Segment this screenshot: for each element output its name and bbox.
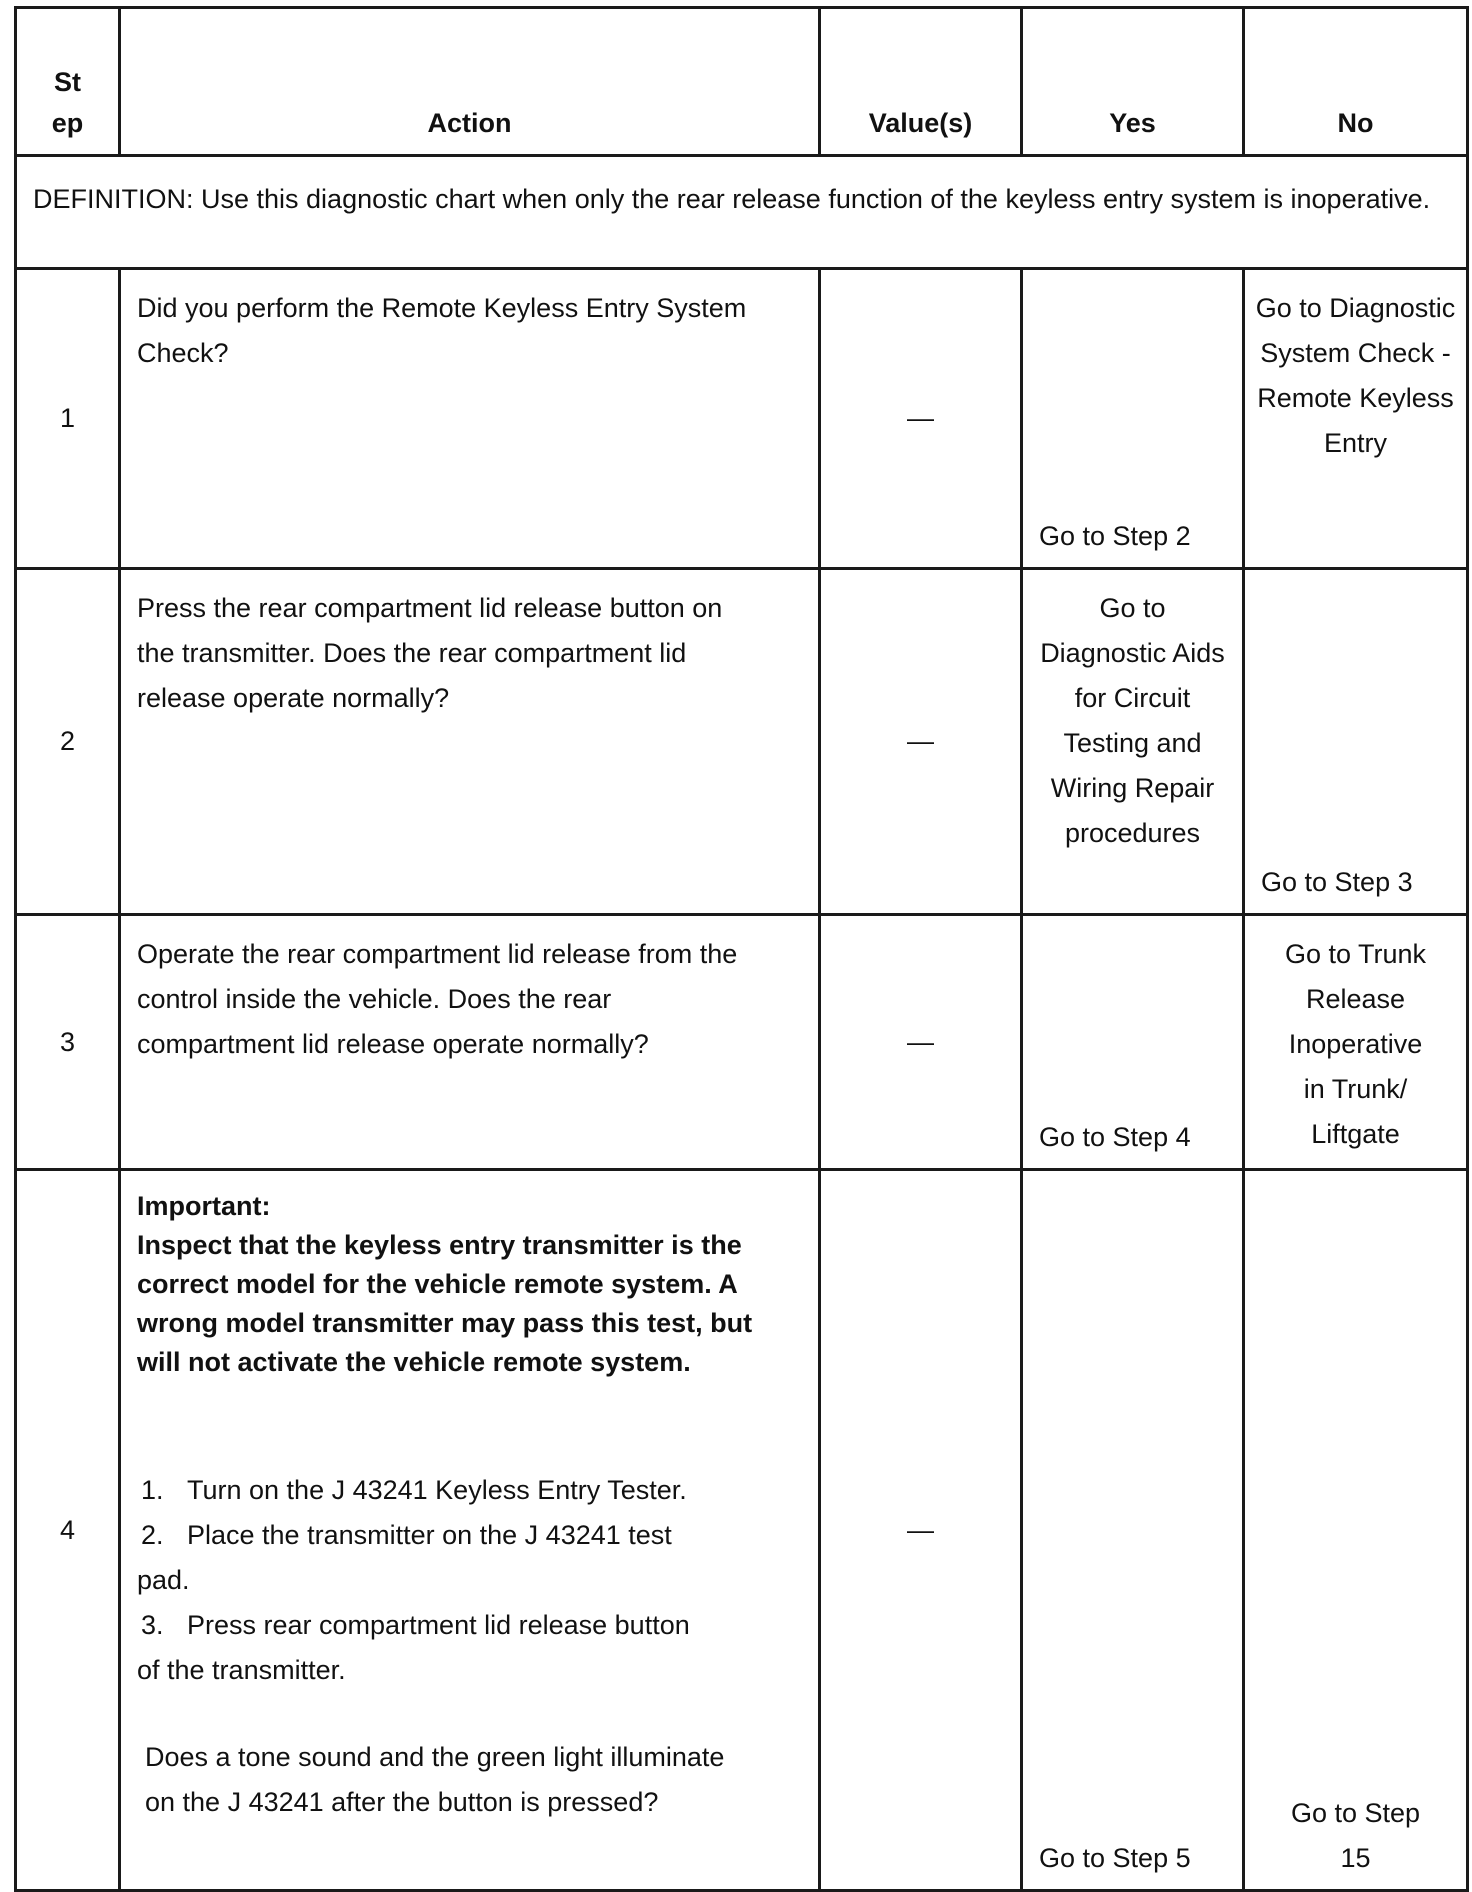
step-number: 1	[16, 269, 120, 569]
definition-text: DEFINITION: Use this diagnostic chart when only the rear release function of the keyless entry system is inoperative.	[16, 156, 1468, 269]
list-item: 3. Press rear compartment lid release button of the transmitter.	[137, 1610, 690, 1685]
yes-link[interactable]: Go to Diagnostic Aids for Circuit Testing and Wiring Repair procedures	[1040, 593, 1225, 848]
value-cell: —	[820, 1170, 1022, 1891]
no-cell	[1244, 1170, 1468, 1891]
yes-link[interactable]: Go to Step 5	[1039, 1843, 1191, 1873]
yes-cell	[1022, 1170, 1244, 1891]
yes-header: Yes	[1022, 8, 1244, 156]
table-row	[16, 1170, 1468, 1891]
value-cell: —	[820, 569, 1022, 915]
important-label: Important:	[137, 1191, 271, 1221]
important-note: Inspect that the keyless entry transmitter is the correct model for the vehicle remote system. A wrong model transmitter may pass this test, but will not activate the vehicle remote system.	[137, 1230, 753, 1377]
value-cell: —	[820, 269, 1022, 569]
no-link[interactable]: Go to Diagnostic System Check - Remote Keyless Entry	[1255, 293, 1456, 458]
step-number: 2	[16, 569, 120, 915]
action-header: Action	[120, 8, 820, 156]
no-header: No	[1244, 8, 1468, 156]
action-text	[120, 1170, 820, 1891]
list-item: 1. Turn on the J 43241 Keyless Entry Tester.	[141, 1475, 687, 1505]
table-row	[16, 269, 1468, 569]
step-header: St ep	[16, 8, 120, 156]
diagnostic-table	[14, 6, 1469, 1892]
step-number: 3	[16, 915, 120, 1170]
values-header: Value(s)	[820, 8, 1022, 156]
table-header-row	[16, 8, 1468, 156]
question-text: Does a tone sound and the green light illuminate on the J 43241 after the button is pressed?	[145, 1742, 725, 1817]
no-link[interactable]: Go to Step 15	[1290, 1798, 1421, 1873]
action-text: Operate the rear compartment lid release from the control inside the vehicle. Does the rear compartment lid release operate normally?	[120, 915, 820, 1170]
table-row	[16, 915, 1468, 1170]
action-text: Did you perform the Remote Keyless Entry System Check?	[120, 269, 820, 569]
yes-cell	[1022, 915, 1244, 1170]
action-text: Press the rear compartment lid release button on the transmitter. Does the rear compartment lid release operate normally?	[120, 569, 820, 915]
value-cell: —	[820, 915, 1022, 1170]
yes-cell	[1022, 569, 1244, 915]
no-link[interactable]: Go to Trunk Release Inoperative in Trunk/ Liftgate	[1284, 939, 1427, 1149]
yes-link[interactable]: Go to Step 4	[1039, 1122, 1191, 1152]
yes-link[interactable]: Go to Step 2	[1039, 521, 1191, 551]
no-cell	[1244, 915, 1468, 1170]
step-number: 4	[16, 1170, 120, 1891]
table-row	[16, 569, 1468, 915]
yes-cell	[1022, 269, 1244, 569]
no-link[interactable]: Go to Step 3	[1261, 867, 1413, 897]
definition-row	[16, 156, 1468, 269]
no-cell	[1244, 269, 1468, 569]
list-item: 2. Place the transmitter on the J 43241 test pad.	[137, 1520, 672, 1595]
no-cell	[1244, 569, 1468, 915]
